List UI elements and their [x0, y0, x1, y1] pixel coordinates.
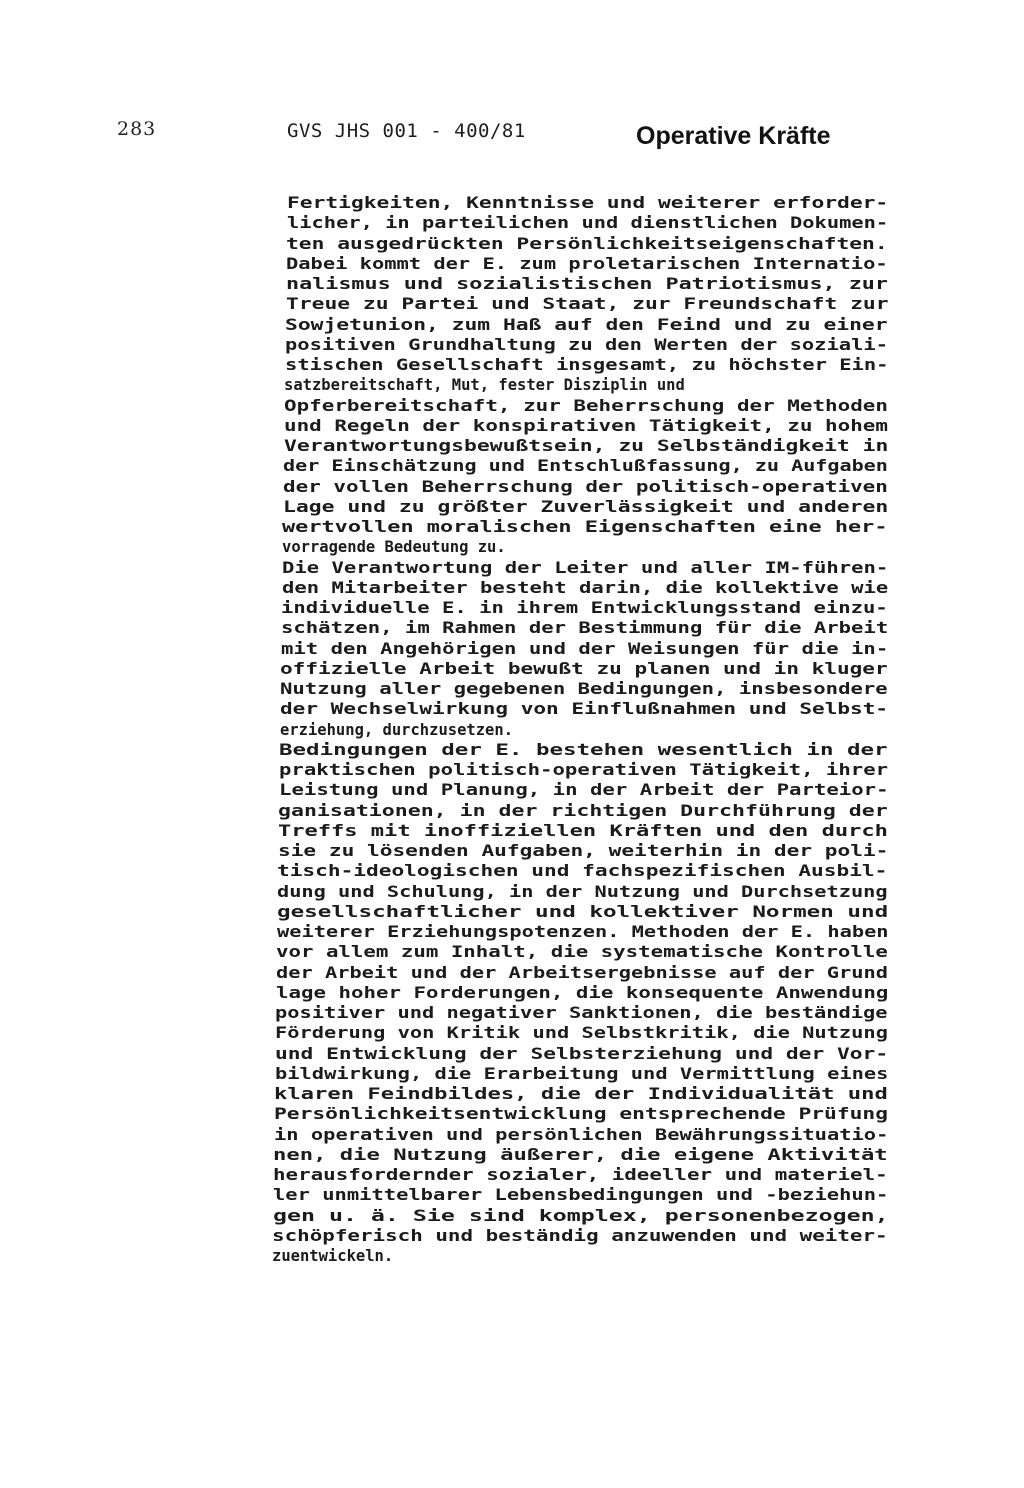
- text-line: Förderung von Kritik und Selbstkritik, die Nutzung: [275, 1023, 889, 1043]
- text-line: schätzen, im Rahmen der Bestimmung für die Arbeit: [280, 618, 889, 638]
- text-line: positiver und negativer Sanktionen, die beständige: [275, 1003, 888, 1022]
- text-line: der Wechselwirkung von Einflußnahmen und Selbst-: [279, 699, 888, 719]
- text-line: vorragende Bedeutung zu.: [282, 537, 506, 557]
- text-line: Sowjetunion, zum Haß auf den Feind und zu einer: [285, 314, 888, 334]
- text-line: schöpferisch und beständig anzuwenden und weiter-: [272, 1225, 888, 1245]
- text-line: licher, in parteilichen und dienstlichen Dokumen-: [286, 213, 888, 233]
- text-line: tisch-ideologischen und fachspezifischen Ausbil-: [277, 861, 888, 881]
- text-line: satzbereitschaft, Mut, fester Disziplin und: [284, 375, 686, 395]
- text-line: stischen Gesellschaft insgesamt, zu höchster Ein-: [284, 355, 889, 374]
- text-line: Lage und zu größter Zuverlässigkeit und anderen: [282, 496, 888, 516]
- page-number: 283: [117, 118, 157, 140]
- text-line: der vollen Beherrschung der politisch-operativen: [282, 476, 888, 496]
- text-line: weiterer Erziehungspotenzen. Methoden der E. haben: [276, 922, 889, 941]
- text-line: ler unmittelbarer Lebensbedingungen und -beziehun-: [272, 1185, 889, 1205]
- text-line: wertvollen moralischen Eigenschaften eine her-: [282, 517, 888, 536]
- text-line: und Entwicklung der Selbsterziehung und der Vor-: [274, 1043, 888, 1063]
- text-line: dung und Schulung, in der Nutzung und Durchsetzung: [277, 881, 888, 901]
- text-line: gen u. ä. Sie sind komplex, personenbezogen,: [272, 1205, 889, 1225]
- text-line: nalismus und sozialistischen Patriotismus, zur: [285, 274, 888, 293]
- text-line: in operativen und persönlichen Bewährungssituatio-: [273, 1124, 889, 1144]
- text-line: herausfordernder sozialer, ideeller und materiel-: [273, 1165, 888, 1184]
- text-line: Verantwortungsbewußtsein, zu Selbständigkeit in: [283, 436, 888, 455]
- text-line: klaren Feindbildes, die der Individualität und: [274, 1084, 889, 1103]
- text-line: Die Verantwortung der Leiter und aller IM-führen-: [281, 557, 889, 577]
- text-line: Persönlichkeitsentwicklung entsprechende Prüfung: [274, 1104, 889, 1124]
- text-line: lage hoher Forderungen, die konsequente Anwendung: [275, 982, 889, 1002]
- text-line: ganisationen, in der richtigen Durchführung der: [278, 800, 889, 820]
- text-line: den Mitarbeiter besteht darin, die kollektive wie: [281, 577, 888, 597]
- text-line: positiven Grundhaltung zu den Werten der soziali-: [284, 334, 889, 354]
- text-line: zuentwickeln.: [272, 1246, 394, 1265]
- text-line: sie zu lösenden Aufgaben, weiterhin in der poli-: [277, 841, 889, 860]
- text-line: Nutzung aller gegebenen Bedingungen, insbesondere: [280, 679, 888, 698]
- text-line: erziehung, durchzusetzen.: [279, 719, 513, 739]
- text-line: Dabei kommt der E. zum proletarischen Internatio-: [286, 253, 888, 273]
- text-line: offizielle Arbeit bewußt zu planen und in kluger: [280, 658, 888, 678]
- text-line: der Einschätzung und Entschlußfassung, zu Aufgaben: [283, 456, 889, 476]
- text-line: mit den Angehörigen und der Weisungen für die in-: [280, 638, 888, 658]
- text-line: der Arbeit und der Arbeitsergebnisse auf der Grund: [276, 962, 889, 982]
- text-line: Treffs mit inoffiziellen Kräften und den durch: [278, 820, 888, 840]
- text-line: gesellschaftlicher und kollektiver Normen und: [276, 901, 889, 921]
- text-line: Bedingungen der E. bestehen wesentlich in der: [279, 739, 888, 759]
- section-heading: Operative Kräfte: [636, 122, 831, 150]
- text-line: Fertigkeiten, Kenntnisse und weiterer erforder-: [287, 193, 889, 212]
- text-line: vor allem zum Inhalt, die systematische Kontrolle: [276, 942, 889, 962]
- text-line: nen, die Nutzung äußerer, die eigene Aktivität: [273, 1144, 889, 1164]
- text-line: Treue zu Partei und Staat, zur Freundschaft zur: [285, 294, 889, 314]
- text-line: bildwirkung, die Erarbeitung und Vermittlung eines: [274, 1063, 889, 1083]
- text-line: Opferbereitschaft, zur Beherrschung der Methoden: [284, 395, 889, 415]
- text-line: individuelle E. in ihrem Entwicklungsstand einzu-: [281, 598, 888, 617]
- document-reference: GVS JHS 001 - 400/81: [287, 120, 526, 142]
- text-line: Leistung und Planung, in der Arbeit der Parteior-: [278, 780, 889, 800]
- text-line: ten ausgedrückten Persönlichkeitseigenschaften.: [286, 233, 889, 253]
- text-line: und Regeln der konspirativen Tätigkeit, zu hohem: [283, 415, 888, 435]
- text-line: praktischen politisch-operativen Tätigkeit, ihrer: [278, 760, 889, 779]
